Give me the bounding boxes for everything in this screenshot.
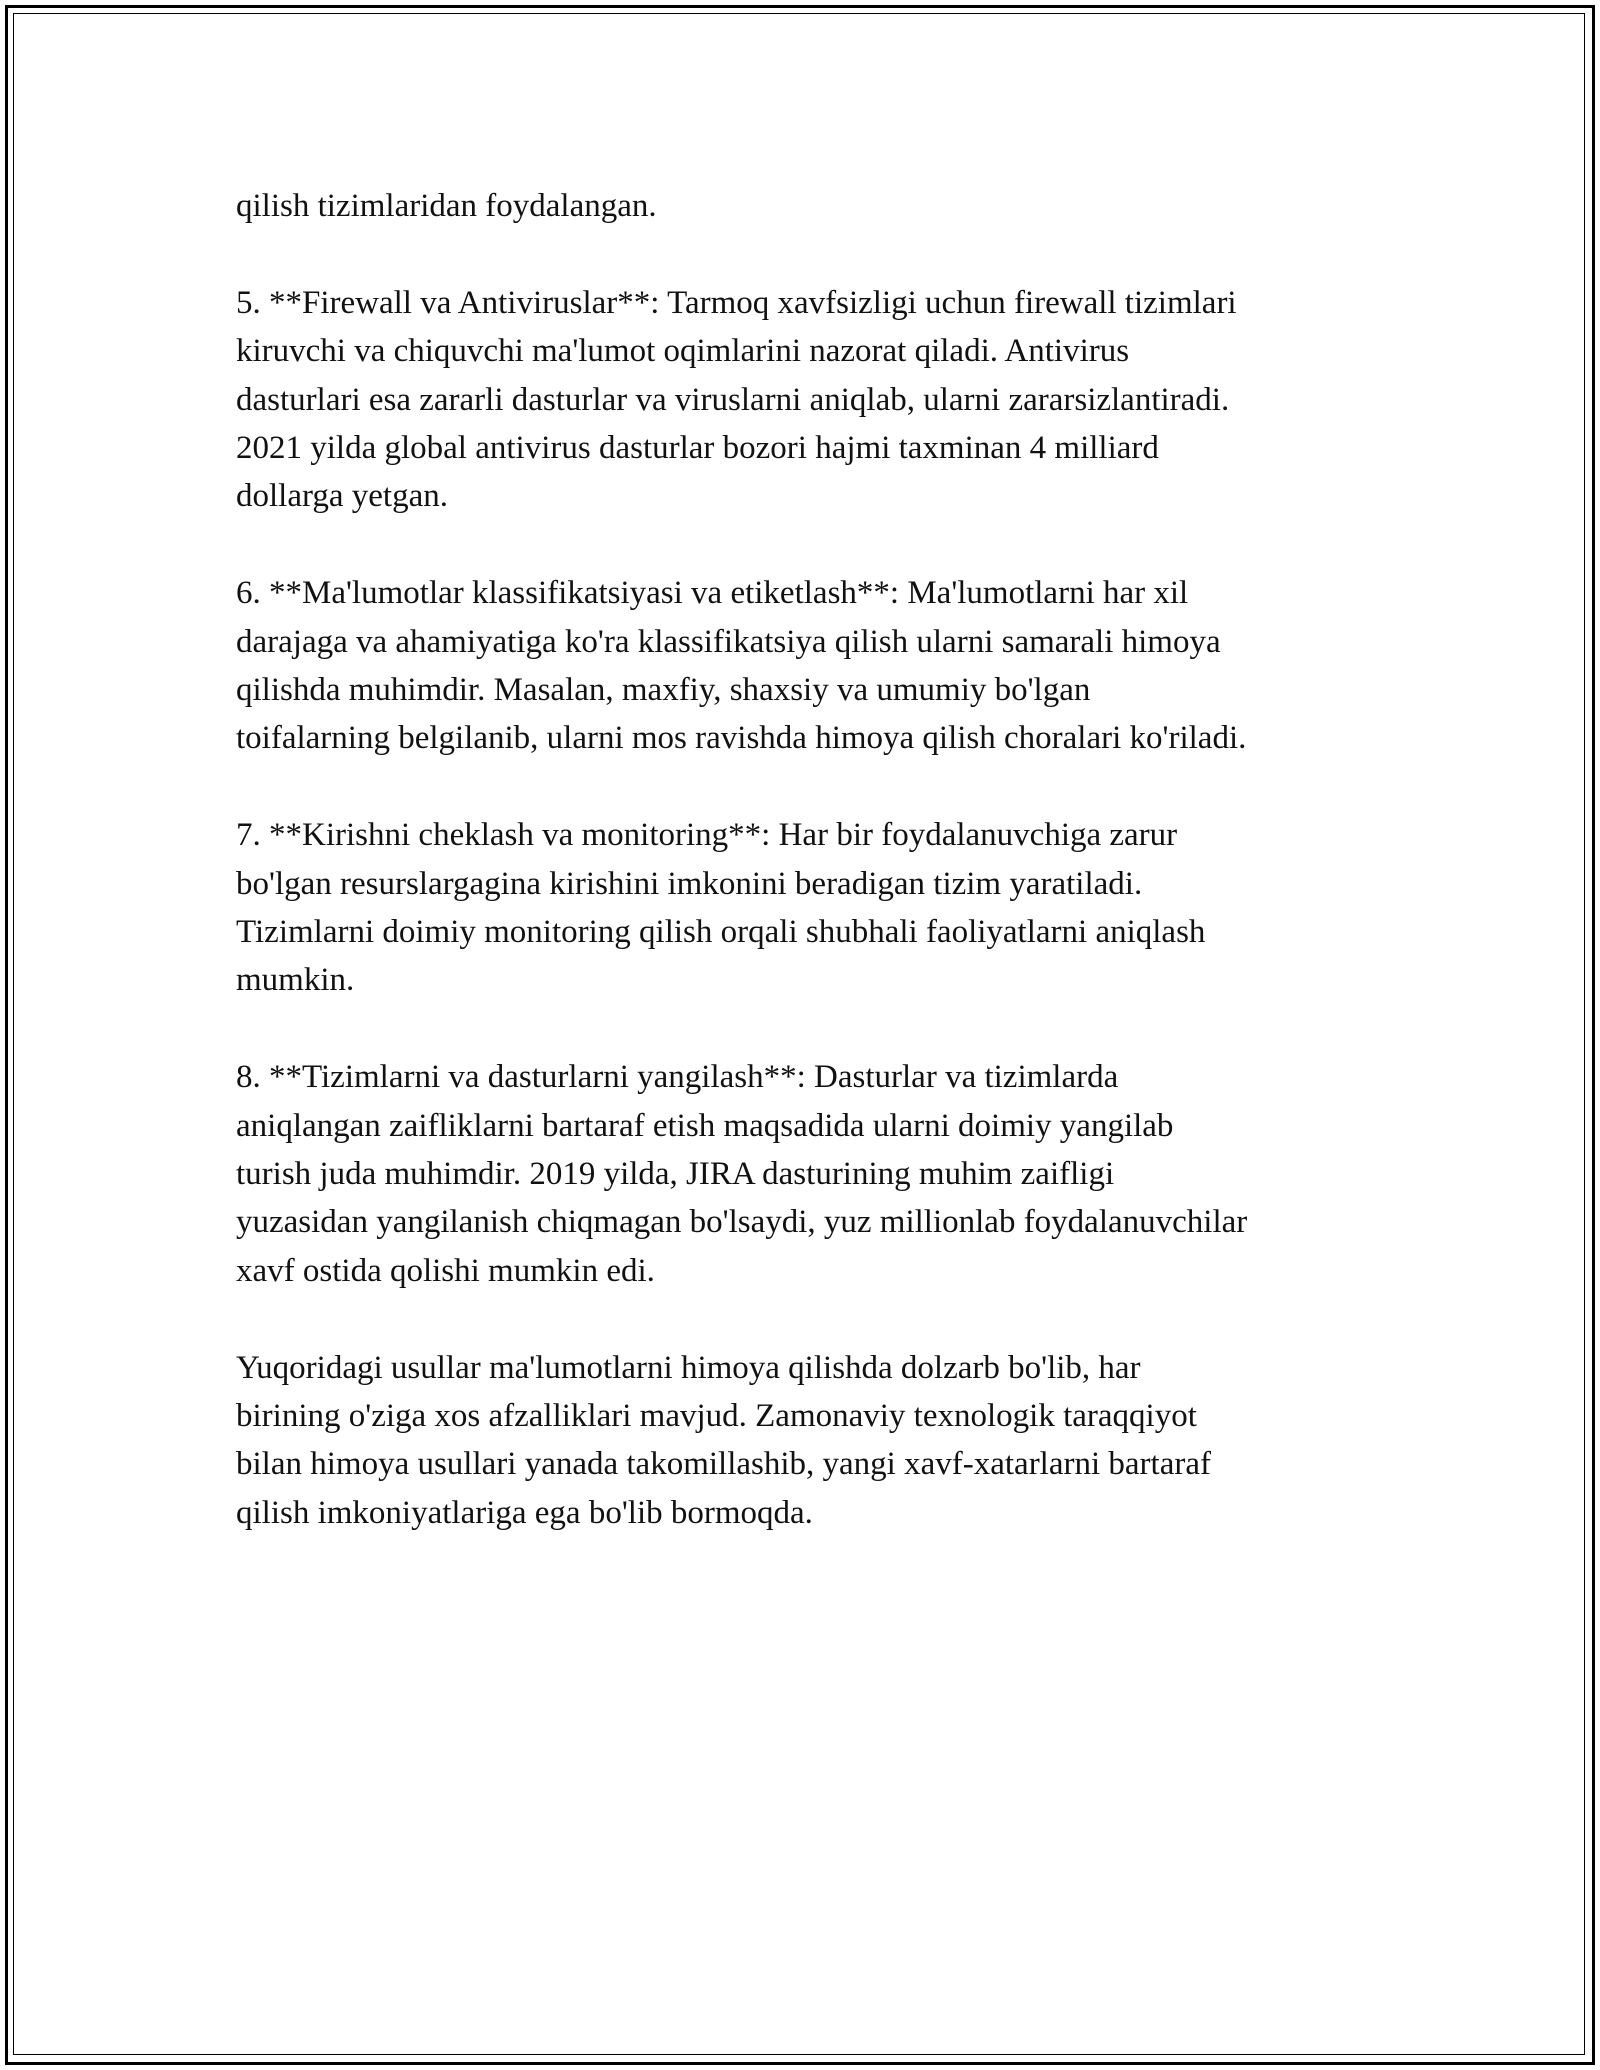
text-line: 5. **Firewall va Antiviruslar**: Tarmoq xavfsizligi uchun firewall tizimlari: [236, 284, 1237, 321]
text-line: 7. **Kirishni cheklash va monitoring**: Har bir foydalanuvchiga zarur: [236, 817, 1178, 854]
text-line: Tizimlarni doimiy monitoring qilish orqali shubhali faoliyatlarni aniqlash: [236, 914, 1206, 951]
text-line: 8. **Tizimlarni va dasturlarni yangilash**: Dasturlar va tizimlarda: [236, 1059, 1119, 1096]
text-line: Yuqoridagi usullar ma'lumotlarni himoya qilishda dolzarb bo'lib, har: [236, 1349, 1141, 1386]
paragraph-item-6: [236, 569, 1366, 763]
text-line: bo'lgan resurslargagina kirishini imkonini beradigan tizim yaratiladi.: [236, 865, 1143, 902]
text-line: birining o'ziga xos afzalliklari mavjud. Zamonaviy texnologik taraqqiyot: [236, 1398, 1197, 1435]
paragraph-item-7: [236, 811, 1366, 1005]
text-line: xavf ostida qolishi mumkin edi.: [236, 1252, 655, 1289]
text-line: kiruvchi va chiquvchi ma'lumot oqimlarini nazorat qiladi. Antivirus: [236, 333, 1130, 370]
paragraph-item-8: [236, 1053, 1366, 1295]
document-body: [236, 182, 1366, 1586]
text-line: qilish tizimlaridan foydalangan.: [236, 188, 657, 224]
text-line: mumkin.: [236, 962, 355, 999]
text-line: qilish imkoniyatlariga ega bo'lib bormoqda.: [236, 1494, 813, 1531]
text-line: aniqlangan zaifliklarni bartaraf etish maqsadida ularni doimiy yangilab: [236, 1107, 1174, 1144]
text-line: bilan himoya usullari yanada takomillashib, yangi xavf-xatarlarni bartaraf: [236, 1446, 1211, 1483]
paragraph-item-5: [236, 279, 1366, 521]
paragraph-conclusion: [236, 1344, 1366, 1538]
text-line: 2021 yilda global antivirus dasturlar bozori hajmi taxminan 4 milliard: [236, 430, 1159, 467]
text-line: toifalarning belgilanib, ularni mos ravishda himoya qilish choralari ko'riladi.: [236, 720, 1247, 757]
text-line: dasturlari esa zararli dasturlar va viruslarni aniqlab, ularni zararsizlantiradi.: [236, 381, 1230, 418]
text-line: qilishda muhimdir. Masalan, maxfiy, shaxsiy va umumiy bo'lgan: [236, 672, 1091, 709]
text-line: turish juda muhimdir. 2019 yilda, JIRA dasturining muhim zaifligi: [236, 1156, 1115, 1193]
paragraph-intro-tail: [236, 182, 1366, 230]
text-line: 6. **Ma'lumotlar klassifikatsiyasi va etiketlash**: Ma'lumotlarni har xil: [236, 575, 1189, 612]
text-line: darajaga va ahamiyatiga ko'ra klassifikatsiya qilish ularni samarali himoya: [236, 623, 1221, 660]
text-line: yuzasidan yangilanish chiqmagan bo'lsaydi, yuz millionlab foydalanuvchilar: [236, 1204, 1248, 1241]
text-line: dollarga yetgan.: [236, 478, 448, 515]
